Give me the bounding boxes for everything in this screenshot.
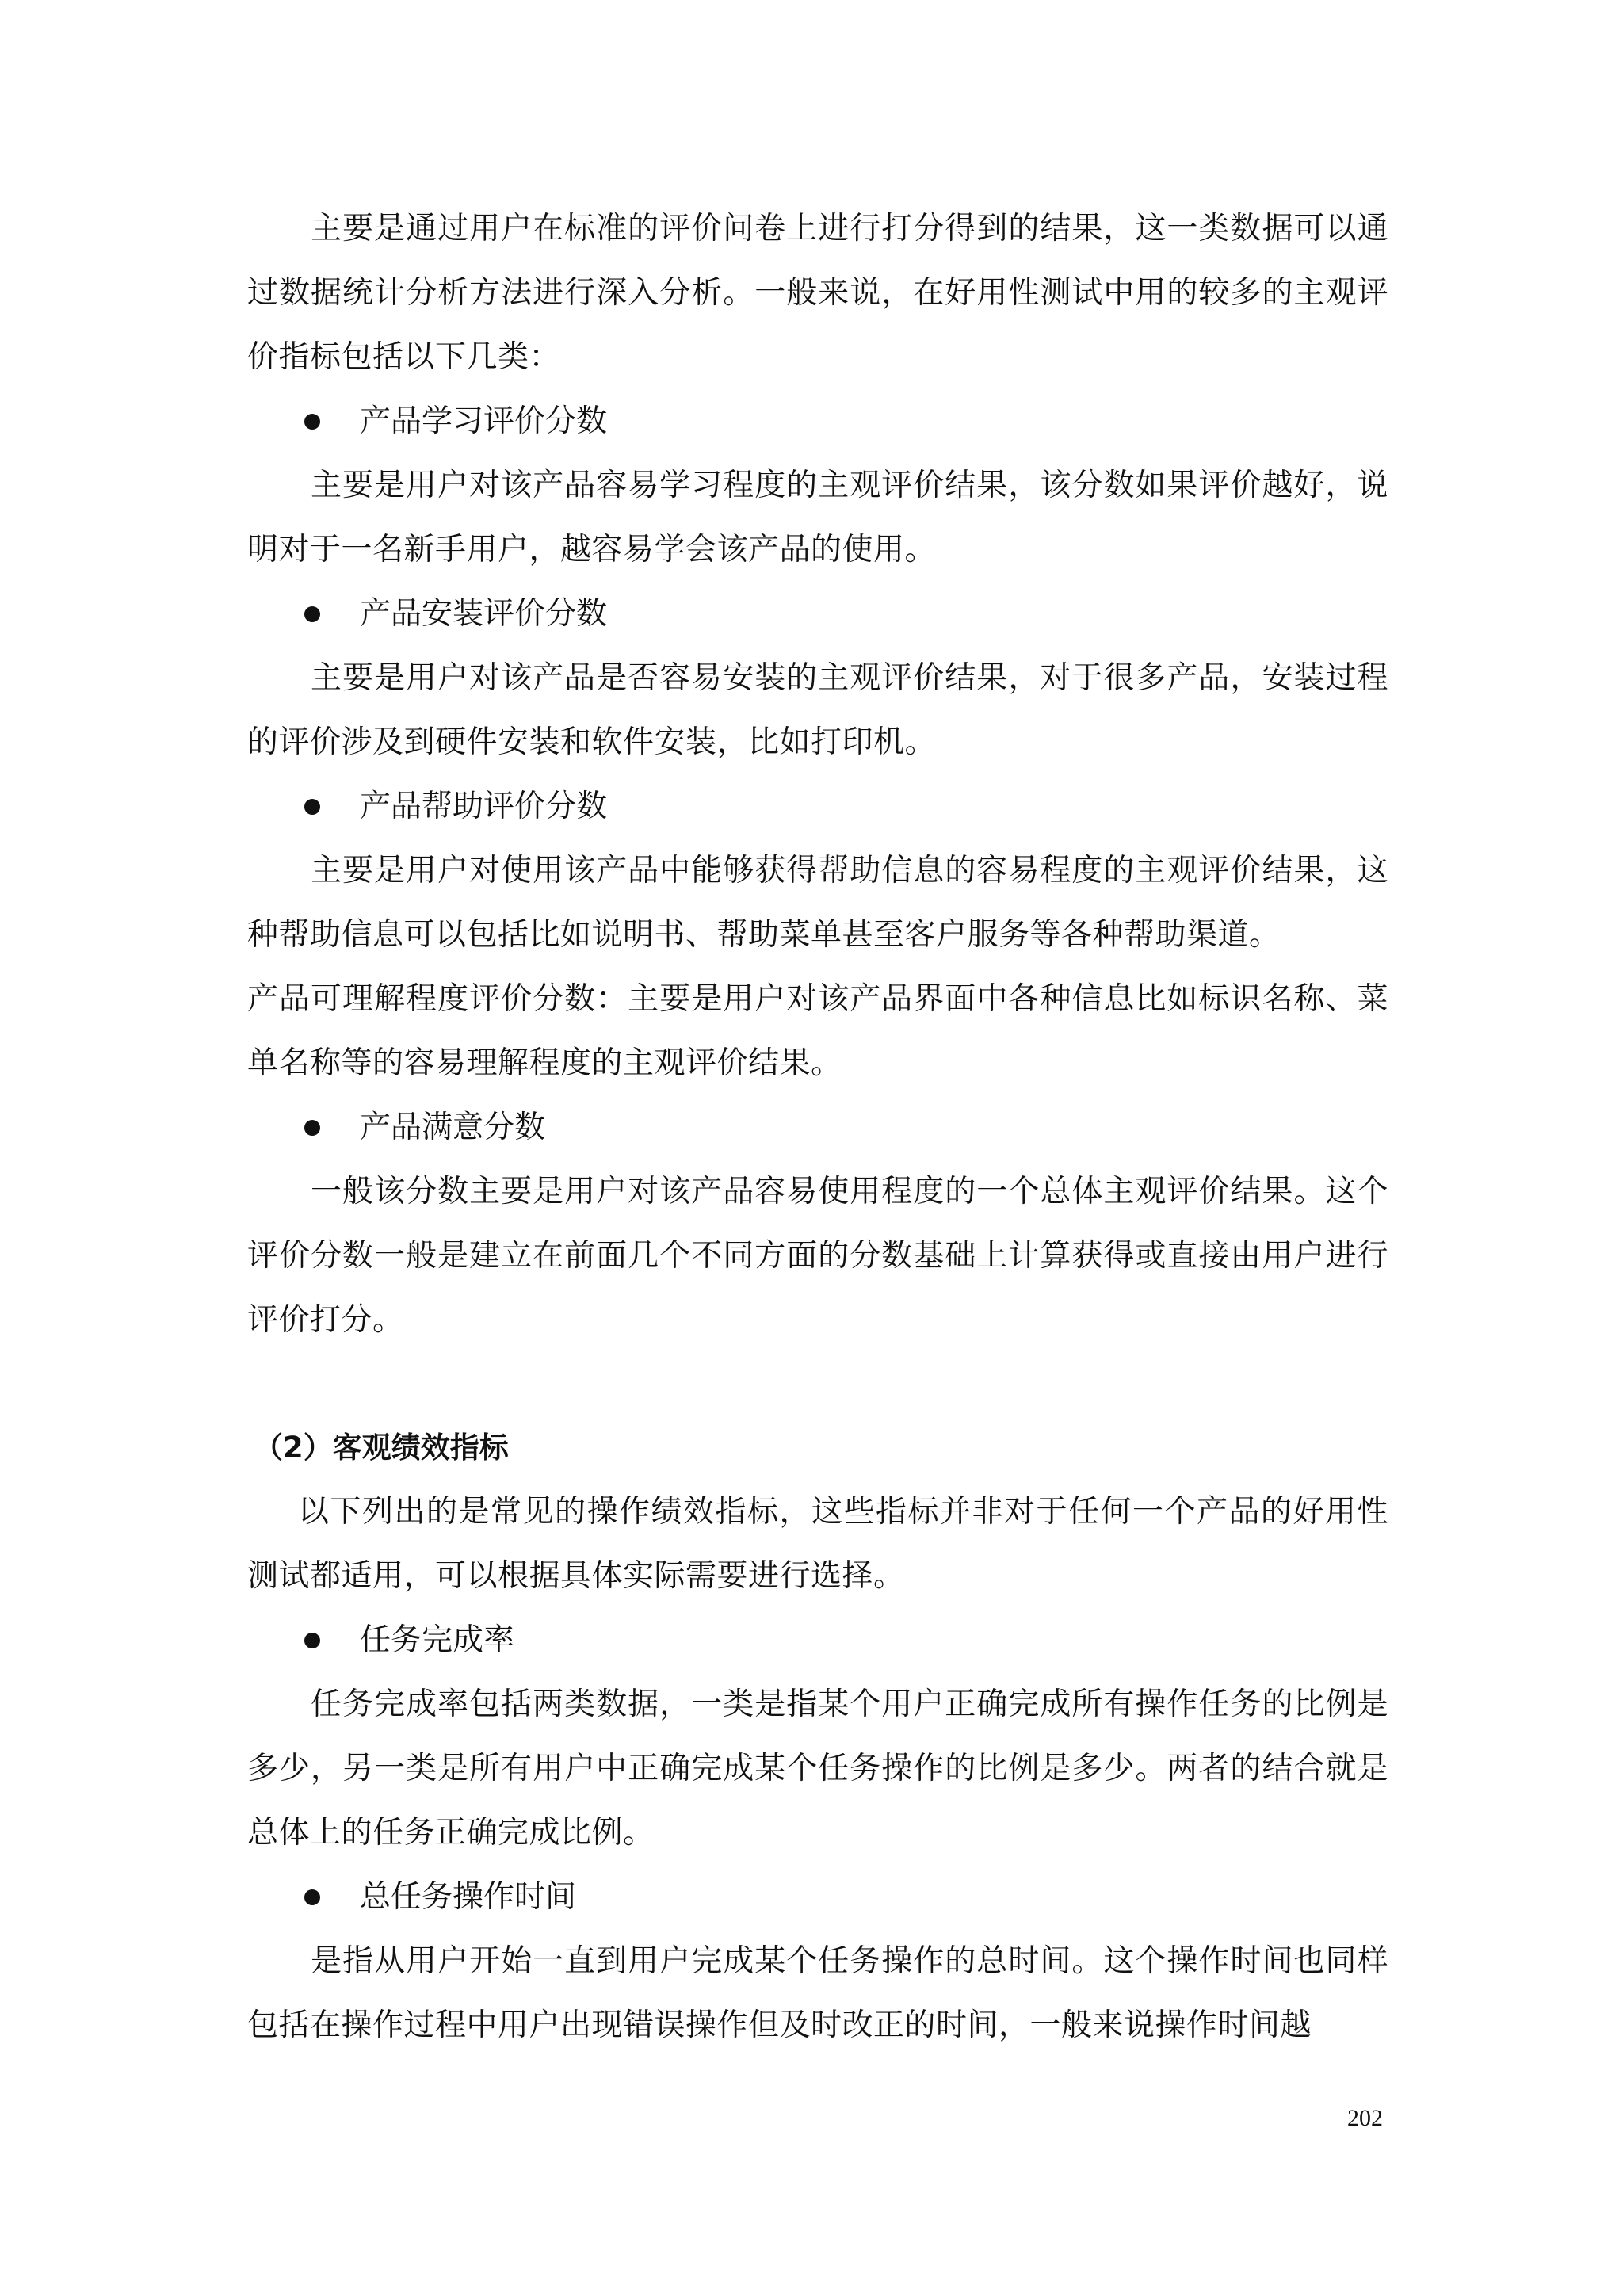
bullet-label: 任务完成率 [360,1622,515,1658]
bullet-item-help-score [247,774,1388,839]
paragraph-install: 主要是用户对该产品是否容易安装的主观评价结果，对于很多产品，安装过程的评价涉及到硬件安装和软件安装，比如打印机。 [247,660,1388,760]
bullet-dot-icon [304,1120,320,1136]
bullet-dot-icon [304,799,320,815]
bullet-dot-icon [304,606,320,622]
page-number: 202 [1347,2105,1383,2131]
section-heading-objective-metrics: （2）客观绩效指标 [254,1431,509,1465]
paragraph-task-completion: 任务完成率包括两类数据，一类是指某个用户正确完成所有操作任务的比例是多少，另一类是所有用户中正确完成某个任务操作的比例是多少。两者的结合就是总体上的任务正确完成比例。 [247,1687,1388,1851]
bullet-item-satisfaction-score [247,1095,1388,1159]
bullet-item-learning-score [247,389,1388,453]
paragraph-intro: 主要是通过用户在标准的评价问卷上进行打分得到的结果，这一类数据可以通过数据统计分析方法进行深入分析。一般来说，在好用性测试中用的较多的主观评价指标包括以下几类： [247,211,1388,375]
bullet-dot-icon [304,414,320,430]
bullet-label: 产品满意分数 [360,1110,546,1145]
bullet-label: 产品学习评价分数 [360,403,608,439]
paragraph-help: 主要是用户对使用该产品中能够获得帮助信息的容易程度的主观评价结果，这种帮助信息可以包括比如说明书、帮助菜单甚至客户服务等各种帮助渠道。 [247,853,1388,953]
bullet-item-task-completion-rate [247,1608,1388,1672]
paragraph-objective-intro: 以下列出的是常见的操作绩效指标，这些指标并非对于任何一个产品的好用性测试都适用，可以根据具体实际需要进行选择。 [247,1494,1388,1594]
paragraph-learning: 主要是用户对该产品容易学习程度的主观评价结果，该分数如果评价越好，说明对于一名新手用户，越容易学会该产品的使用。 [247,468,1388,567]
page-body [247,197,1388,2057]
bullet-item-total-task-time [247,1865,1388,1929]
paragraph-satisfaction: 一般该分数主要是用户对该产品容易使用程度的一个总体主观评价结果。这个评价分数一般是建立在前面几个不同方面的分数基础上计算获得或直接由用户进行评价打分。 [247,1174,1388,1338]
bullet-label: 产品安装评价分数 [360,596,608,632]
bullet-item-install-score [247,582,1388,646]
paragraph-understandability: 产品可理解程度评价分数：主要是用户对该产品界面中各种信息比如标识名称、菜单名称等的容易理解程度的主观评价结果。 [247,981,1388,1081]
paragraph-total-task-time: 是指从用户开始一直到用户完成某个任务操作的总时间。这个操作时间也同样包括在操作过程中用户出现错误操作但及时改正的时间，一般来说操作时间越 [247,1943,1388,2043]
bullet-dot-icon [304,1889,320,1905]
bullet-label: 总任务操作时间 [360,1879,577,1915]
bullet-label: 产品帮助评价分数 [360,789,608,824]
bullet-dot-icon [304,1633,320,1648]
section-spacer [247,1352,1388,1376]
